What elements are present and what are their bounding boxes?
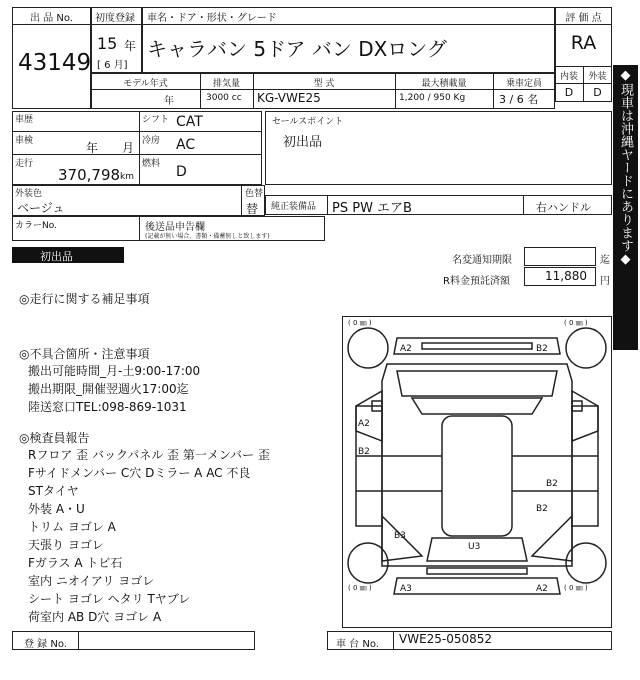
mileage-label: 走行	[15, 159, 34, 169]
sales-point: 初出品	[283, 135, 323, 150]
mark: A3	[400, 584, 412, 594]
fuel: D	[176, 164, 187, 180]
grade-label: 評 価 点	[565, 13, 602, 24]
mark: B2	[358, 447, 370, 457]
exterior-grade: D	[593, 86, 602, 99]
color-change-label: 色替	[245, 189, 264, 199]
ext-color-label: 外装色	[15, 189, 43, 199]
equip-label: 純正装備品	[271, 202, 317, 212]
reg-no-label: 登 録 No.	[24, 639, 67, 650]
inspection-month-unit: 月	[122, 141, 135, 155]
mileage: 370,798	[58, 166, 121, 184]
defect-line: 陸送窓口TEL:098-869-1031	[28, 400, 187, 414]
model-year-unit: 年	[164, 96, 174, 107]
tire-fl-label: ( 0 ㎜ )	[348, 319, 372, 327]
side-note: ◆現車は沖縄ヤードにあります◆	[618, 68, 633, 267]
defect-line: 搬出可能時間_月-土9:00-17:00	[28, 364, 201, 378]
reg-year-unit: 年	[124, 39, 137, 53]
exterior-label: 外装	[588, 72, 607, 82]
seats-label: 乗車定員	[505, 79, 542, 89]
recycle-label: R料金預託済額	[443, 276, 510, 287]
later-label: 後送品申告欄	[145, 222, 205, 233]
inspection-label: 車検	[15, 136, 34, 146]
car-diagram	[342, 316, 612, 628]
shift: CAT	[176, 114, 203, 130]
capacity: 1,200 / 950 Kg	[399, 93, 466, 103]
car-name: キャラバン 5ドア バン DXロング	[147, 37, 447, 61]
mark: B2	[536, 504, 548, 514]
car-label: 車名・ドア・形状・グレード	[147, 13, 277, 24]
fuel-label: 燃料	[142, 159, 161, 169]
lot-number: 43149	[18, 50, 92, 76]
later-note: (記載が無い場合、書類・備蓄無しと致します)	[145, 233, 270, 240]
mark: B2	[546, 479, 558, 489]
first-listing: 初出品	[40, 250, 73, 263]
inspection-year-unit: 年	[86, 141, 99, 155]
chassis-no: VWE25-050852	[399, 632, 493, 646]
color-no-label: カラーNo.	[15, 221, 57, 231]
reg-year: 15	[97, 34, 118, 53]
reg-label: 初度登録	[95, 13, 135, 24]
type: KG-VWE25	[257, 91, 321, 105]
equip: PS PW エアB	[332, 201, 412, 216]
color-change: 替	[246, 202, 259, 216]
mark: A2	[536, 584, 548, 594]
ext-color: ベージュ	[17, 201, 65, 215]
ac: AC	[176, 137, 196, 153]
mark: A2	[400, 344, 412, 354]
inspector-line: Fガラス A トビ石	[28, 556, 123, 570]
name-change-unit: 迄	[600, 255, 610, 266]
inspector-line: 天張り ヨゴレ	[28, 538, 104, 552]
reg-month: [ 6 月]	[97, 60, 128, 71]
defect-title: ◎不具合箇所・注意事項	[19, 347, 150, 361]
inspector-line: 室内 ニオイアリ ヨゴレ	[28, 574, 155, 588]
mileage-unit: km	[120, 172, 134, 182]
displacement: 3000 cc	[206, 93, 242, 103]
sales-point-label: セールスポイント	[272, 117, 344, 127]
chassis-label: 車 台 No.	[336, 639, 379, 650]
history-label: 車歴	[15, 115, 34, 125]
handle: 右ハンドル	[536, 201, 591, 214]
mark: B2	[536, 344, 548, 354]
seats: 3 / 6 名	[499, 93, 539, 106]
inspector-line: Fサイドメンバー C穴 Dミラー A AC 不良	[28, 466, 251, 480]
tire-rr-label: ( 0 ㎜ )	[564, 584, 588, 592]
type-label: 型 式	[313, 79, 335, 89]
tire-rl-label: ( 0 ㎜ )	[348, 584, 372, 592]
inspector-line: 荷室内 AB D穴 ヨゴレ A	[28, 610, 162, 624]
mark: U3	[468, 542, 481, 552]
capacity-label: 最大積載量	[421, 79, 467, 89]
displacement-label: 排気量	[212, 79, 240, 89]
inspector-line: Rフロア 歪 バックパネル 歪 第一メンバー 歪	[28, 448, 270, 462]
drive-title: ◎走行に関する補足事項	[19, 292, 150, 306]
lot-label: 出 品 No.	[30, 13, 73, 24]
recycle-value: 11,880	[545, 269, 587, 283]
tire-front-left-icon	[348, 328, 388, 368]
tire-fr-label: ( 0 ㎜ )	[564, 319, 588, 327]
model-year-label: モデル年式	[123, 79, 168, 89]
inspector-line: STタイヤ	[28, 484, 79, 498]
mark: A2	[358, 419, 370, 429]
grade: RA	[570, 32, 597, 54]
interior-label: 内装	[559, 72, 578, 82]
tire-front-right-icon	[566, 328, 606, 368]
defect-line: 搬出期限_開催翌週火17:00迄	[28, 382, 189, 396]
inspector-line: 外装 A・U	[28, 502, 85, 516]
name-change-label: 名変通知期限	[452, 255, 512, 266]
inspector-line: トリム ヨゴレ A	[28, 520, 116, 534]
shift-label: シフト	[142, 115, 170, 125]
recycle-unit: 円	[600, 276, 610, 287]
inspector-line: シート ヨゴレ ヘタリ Tヤブレ	[28, 592, 191, 606]
mark: B3	[394, 531, 406, 541]
interior-grade: D	[564, 86, 574, 99]
inspector-title: ◎検査員報告	[19, 431, 90, 445]
ac-label: 冷房	[142, 136, 161, 146]
